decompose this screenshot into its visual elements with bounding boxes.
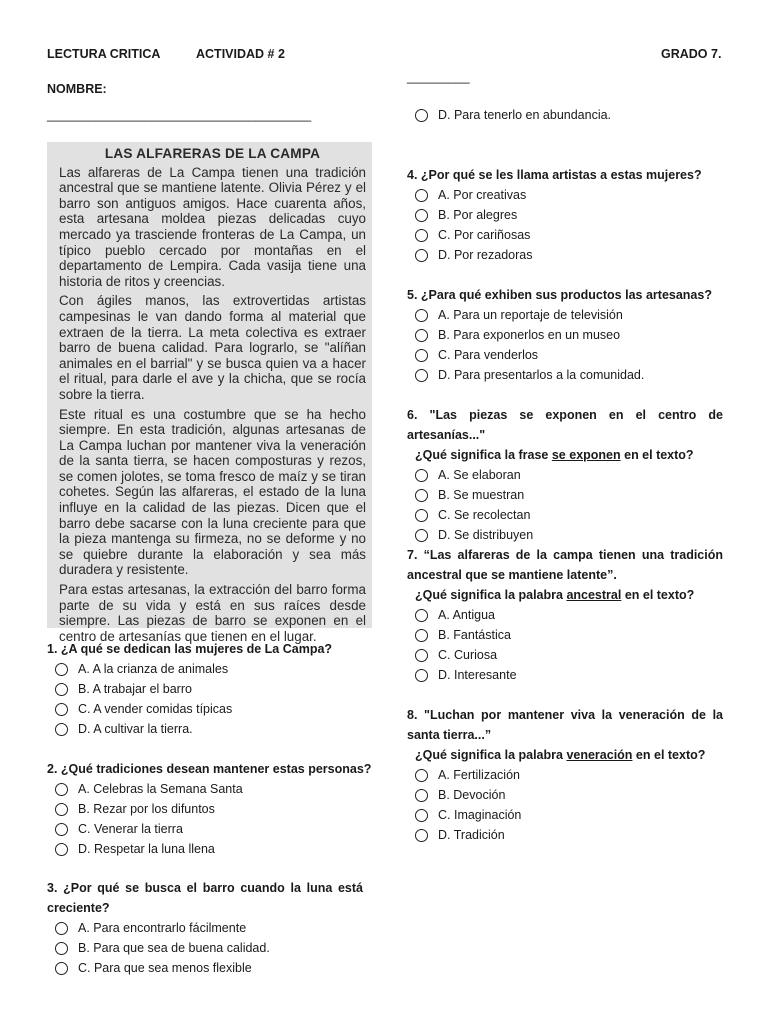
option-label: C. A vender comidas típicas [78, 702, 233, 716]
radio-circle-icon[interactable] [415, 509, 428, 522]
underlined-term: veneración [566, 748, 633, 762]
question-7 [407, 545, 723, 685]
question-stem: 7. “Las alfareras de la campa tienen una tradición ancestral que se mantiene latente”. [407, 548, 723, 582]
answer-option[interactable] [407, 205, 723, 225]
radio-circle-icon[interactable] [415, 669, 428, 682]
question-stem: 6. "Las piezas se exponen en el centro de artesanías..." [407, 408, 723, 442]
answer-option[interactable] [47, 819, 372, 839]
option-label: D. A cultivar la tierra. [78, 722, 193, 736]
question-stem: 1. ¿A qué se dedican las mujeres de La Campa? [47, 642, 333, 656]
radio-circle-icon[interactable] [415, 469, 428, 482]
radio-circle-icon[interactable] [55, 962, 68, 975]
answer-option[interactable] [407, 325, 723, 345]
reading-passage [47, 142, 372, 644]
option-label: C. Venerar la tierra [78, 822, 183, 836]
radio-circle-icon[interactable] [415, 329, 428, 342]
option-label: B. Rezar por los difuntos [78, 802, 215, 816]
answer-option[interactable] [47, 679, 372, 699]
radio-circle-icon[interactable] [55, 803, 68, 816]
option-label: C. Para venderlos [438, 348, 539, 362]
answer-option[interactable] [407, 305, 723, 325]
answer-option[interactable] [407, 505, 723, 525]
radio-circle-icon[interactable] [55, 703, 68, 716]
answer-option[interactable] [47, 958, 363, 978]
reading-paragraph: Para estas artesanas, la extracción del barro forma parte de su vida y está en sus raíces desde siempre. Las piezas de barro se exponen en el centro de artesanías que tienen en el lugar. [59, 582, 366, 644]
question-3-continued [407, 105, 723, 125]
answer-option[interactable] [47, 779, 372, 799]
question-stem: 4. ¿Por qué se les llama artistas a estas mujeres? [407, 168, 702, 182]
answer-option[interactable] [407, 365, 723, 385]
question-stem: 8. "Luchan por mantener viva la veneración de la santa tierra...” [407, 708, 723, 742]
answer-option[interactable] [407, 665, 723, 685]
name-line: ______________________________________ [47, 108, 312, 122]
option-label: A. Para un reportaje de televisión [438, 308, 623, 322]
question-3 [47, 878, 363, 978]
reading-paragraph: Este ritual es una costumbre que se ha hecho siempre. En esta tradición, algunas artesanas de La Campa luchan por mantener viva la veneración de la santa tierra, se hacen composturas y rezos, se comen jolotes, se toma fresco de maíz y se tiran cohetes. Según las alfareras, el estado de la luna influye en la calidad de las piezas. Dicen que el barro debe sacarse con la luna creciente para que la pieza mantenga su firmeza, no se deforme y no se quiebre durante la elaboración y sea más duradera y resistente. [59, 406, 366, 578]
radio-circle-icon[interactable] [415, 789, 428, 802]
option-label: A. A la crianza de animales [78, 662, 229, 676]
answer-option[interactable] [407, 645, 723, 665]
question-2 [47, 759, 372, 859]
grade-label: GRADO 7. [661, 47, 722, 61]
radio-circle-icon[interactable] [415, 769, 428, 782]
option-label: D. Por rezadoras [438, 248, 533, 262]
question-stem: 3. ¿Por qué se busca el barro cuando la luna está creciente? [47, 881, 363, 915]
answer-option[interactable] [407, 825, 723, 845]
underlined-term: ancestral [566, 588, 622, 602]
question-subprompt: ¿Qué significa la palabra veneración en el texto? [415, 748, 706, 762]
answer-option[interactable] [407, 485, 723, 505]
answer-option[interactable] [47, 719, 372, 739]
name-line-continued: _________ [407, 70, 470, 84]
answer-option[interactable] [407, 625, 723, 645]
option-label: D. Respetar la luna llena [78, 842, 215, 856]
option-label: C. Se recolectan [438, 508, 531, 522]
option-label: B. Fantástica [438, 628, 511, 642]
question-stem: 2. ¿Qué tradiciones desean mantener estas personas? [47, 762, 372, 776]
radio-circle-icon[interactable] [55, 823, 68, 836]
radio-circle-icon[interactable] [415, 209, 428, 222]
option-label: D. Para presentarlos a la comunidad. [438, 368, 645, 382]
radio-circle-icon[interactable] [55, 942, 68, 955]
option-label: A. Celebras la Semana Santa [78, 782, 243, 796]
question-subprompt: ¿Qué significa la frase se exponen en el texto? [415, 448, 694, 462]
radio-circle-icon[interactable] [55, 723, 68, 736]
subject-label: LECTURA CRITICA [47, 47, 161, 61]
radio-circle-icon[interactable] [415, 109, 428, 122]
answer-option[interactable] [47, 659, 372, 679]
answer-option[interactable] [47, 699, 372, 719]
answer-option[interactable] [47, 938, 363, 958]
option-label: D. Se distribuyen [438, 528, 534, 542]
radio-circle-icon[interactable] [415, 489, 428, 502]
answer-option[interactable] [47, 839, 372, 859]
answer-option[interactable] [407, 465, 723, 485]
option-label: B. A trabajar el barro [78, 682, 192, 696]
answer-option[interactable] [407, 225, 723, 245]
option-label: B. Para exponerlos en un museo [438, 328, 621, 342]
name-label: NOMBRE: [47, 82, 107, 96]
answer-option[interactable] [407, 245, 723, 265]
option-label: D. Interesante [438, 668, 517, 682]
option-label: D. Para tenerlo en abundancia. [438, 108, 612, 122]
answer-option[interactable] [407, 185, 723, 205]
question-5 [407, 285, 723, 385]
reading-paragraph: Con ágiles manos, las extrovertidas artistas campesinas le van dando forma al material que extraen de la tierra. La meta colectiva es extraer barro de buena calidad. Para lograrlo, se "alíñan animales en el barrial" y se busca quien va a hacer el ritual, para darle el ave y la chicha, que se rocía sobre la tierra. [59, 293, 366, 402]
radio-circle-icon[interactable] [415, 609, 428, 622]
option-label: C. Curiosa [438, 648, 498, 662]
radio-circle-icon[interactable] [55, 843, 68, 856]
question-subprompt: ¿Qué significa la palabra ancestral en el texto? [415, 588, 695, 602]
radio-circle-icon[interactable] [415, 829, 428, 842]
reading-paragraph: Las alfareras de La Campa tienen una tradición ancestral que se mantiene latente. Olivia Pérez y el barro son antiguos amigos. Hace cuarenta años, esta artesana moldea piezas delicadas cuyo mercado ya trasciende fronteras de La Campa, un típico pueblo cercado por montañas en el departamento de Lempira. Cada vasija tiene una historia de ritos y creencias. [59, 164, 366, 289]
option-label: A. Fertilización [438, 768, 520, 782]
question-8 [407, 705, 723, 845]
reading-title: LAS ALFARERAS DE LA CAMPA [104, 146, 321, 161]
answer-option[interactable] [407, 805, 723, 825]
radio-circle-icon[interactable] [415, 649, 428, 662]
radio-circle-icon[interactable] [415, 529, 428, 542]
answer-option[interactable] [407, 765, 723, 785]
question-4 [407, 165, 723, 265]
answer-option[interactable] [407, 525, 723, 545]
option-label: B. Para que sea de buena calidad. [78, 941, 270, 955]
answer-option[interactable] [407, 605, 723, 625]
answer-option[interactable] [47, 799, 372, 819]
option-label: A. Por creativas [438, 188, 527, 202]
option-label: B. Por alegres [438, 208, 518, 222]
radio-circle-icon[interactable] [415, 189, 428, 202]
option-label: D. Tradición [438, 828, 505, 842]
answer-option[interactable] [407, 105, 723, 125]
option-label: C. Imaginación [438, 808, 522, 822]
answer-option[interactable] [407, 345, 723, 365]
question-stem: 5. ¿Para qué exhiben sus productos las artesanas? [407, 288, 712, 302]
radio-circle-icon[interactable] [415, 349, 428, 362]
answer-option[interactable] [407, 785, 723, 805]
option-label: A. Antigua [438, 608, 495, 622]
radio-circle-icon[interactable] [415, 309, 428, 322]
radio-circle-icon[interactable] [55, 922, 68, 935]
option-label: A. Para encontrarlo fácilmente [78, 921, 247, 935]
option-label: B. Devoción [438, 788, 506, 802]
option-label: C. Por cariñosas [438, 228, 531, 242]
question-6 [407, 405, 723, 545]
option-label: C. Para que sea menos flexible [78, 961, 252, 975]
question-1 [47, 639, 372, 739]
answer-option[interactable] [47, 918, 363, 938]
option-label: B. Se muestran [438, 488, 525, 502]
radio-circle-icon[interactable] [415, 629, 428, 642]
radio-circle-icon[interactable] [415, 229, 428, 242]
activity-label: ACTIVIDAD # 2 [196, 47, 285, 61]
radio-circle-icon[interactable] [55, 663, 68, 676]
radio-circle-icon[interactable] [415, 369, 428, 382]
underlined-term: se exponen [551, 448, 621, 462]
option-label: A. Se elaboran [438, 468, 521, 482]
radio-circle-icon[interactable] [415, 249, 428, 262]
radio-circle-icon[interactable] [415, 809, 428, 822]
radio-circle-icon[interactable] [55, 783, 68, 796]
radio-circle-icon[interactable] [55, 683, 68, 696]
